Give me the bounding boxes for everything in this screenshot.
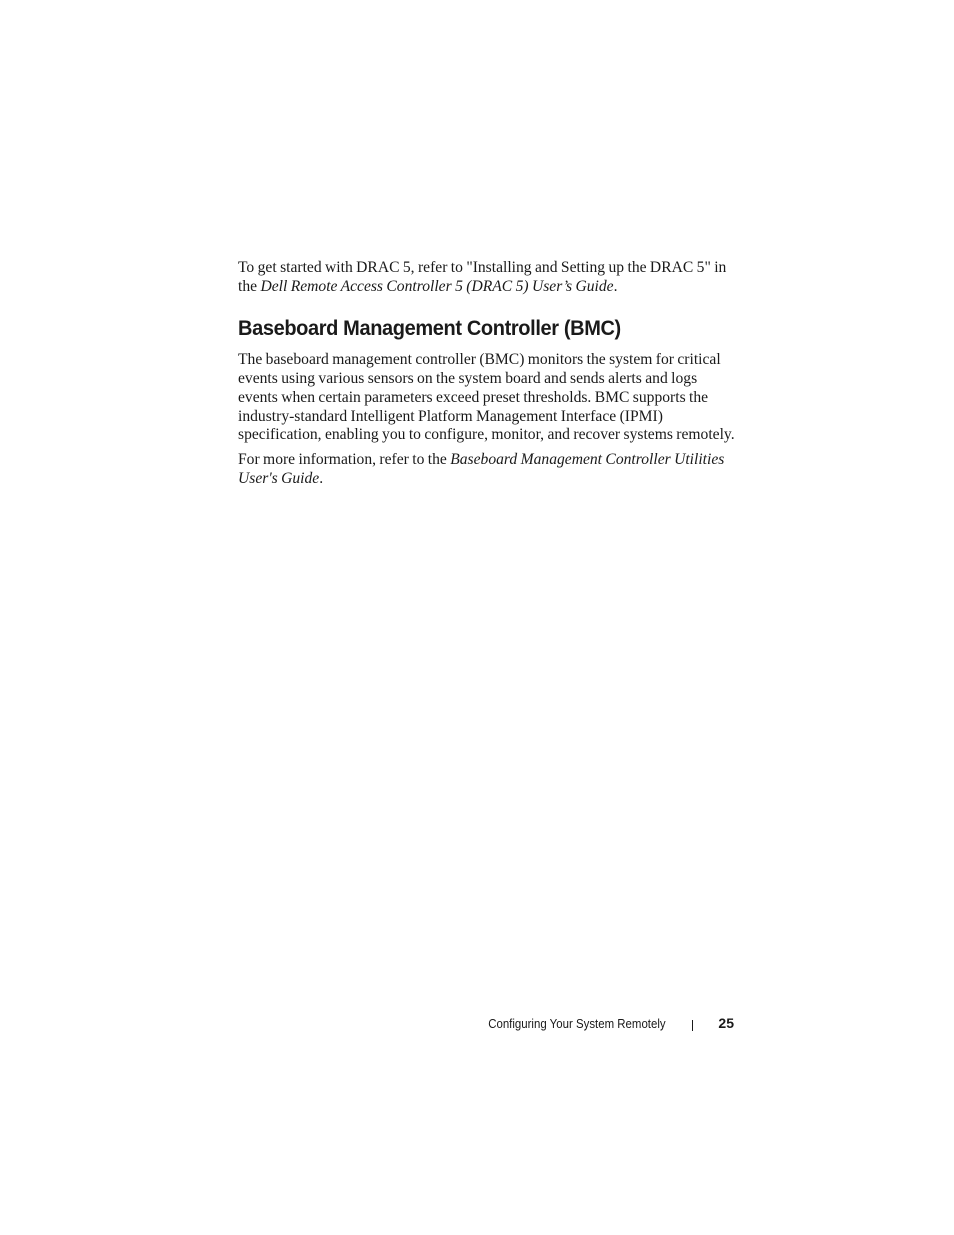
intro-text: To get started with DRAC 5, refer to "Installing and Setting up the DRAC 5" in the <box>238 259 727 295</box>
bmc-description-paragraph: The baseboard management controller (BMC) monitors the system for critical events using various sensors on the system board and sends alerts and logs events when certain parameters exceed preset thresholds. BMC supports the industry-standard Intelligent Platform Management Interface (IPMI) specification, enabling you to configure, monitor, and recover systems remotely. <box>238 351 735 444</box>
more-info-period: . <box>319 469 324 487</box>
more-info-text: For more information, refer to the <box>238 450 451 468</box>
footer-chapter-title: Configuring Your System Remotely <box>488 1016 666 1031</box>
section-heading: Baseboard Management Controller (BMC) <box>238 316 621 341</box>
page-footer <box>0 1014 954 1034</box>
intro-paragraph <box>238 259 738 296</box>
bmc-guide-title: Baseboard Management Controller Utilities User's Guide <box>238 450 725 487</box>
drac-guide-title: Dell Remote Access Controller 5 (DRAC 5) User’s Guide <box>260 277 614 295</box>
intro-period: . <box>613 277 618 295</box>
page-content <box>238 259 738 488</box>
footer-separator <box>692 1020 693 1031</box>
footer-page-number: 25 <box>718 1015 734 1031</box>
more-info-paragraph <box>238 451 738 488</box>
